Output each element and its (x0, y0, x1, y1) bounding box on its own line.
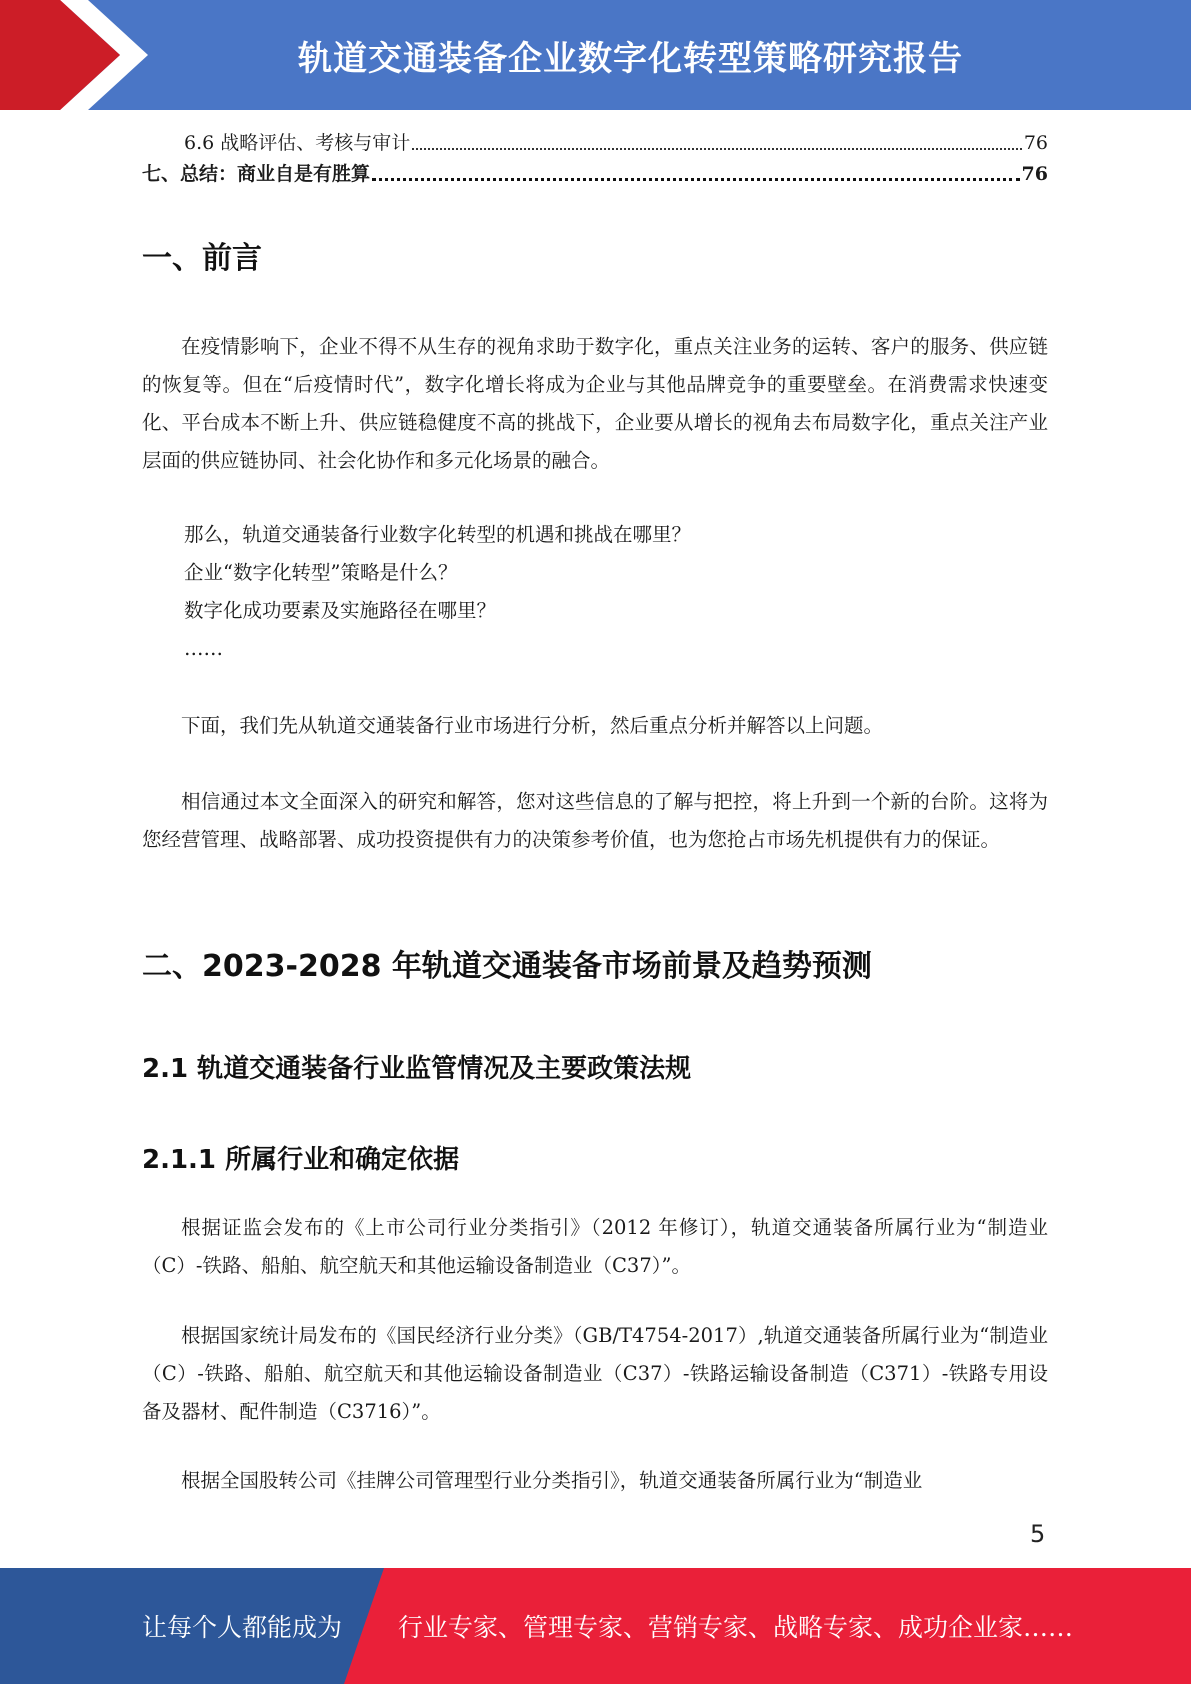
toc-entry-page: 76 (1023, 132, 1048, 154)
toc-entry-page: 76 (1021, 163, 1048, 185)
subsection-heading: 2.1 轨道交通装备行业监管情况及主要政策法规 (142, 1054, 692, 1084)
footer-slogan-left: 让每个人都能成为 (142, 1613, 343, 1642)
ellipsis-line: …… (184, 637, 223, 660)
toc-entry[interactable] (142, 130, 1048, 156)
footer-banner (0, 1568, 1191, 1684)
body-paragraph: 在疫情影响下，企业不得不从生存的视角求助于数字化，重点关注业务的运转、客户的服务、供应链的恢复等。但在“后疫情时代”，数字化增长将成为企业与其他品牌竞争的重要壁垒。在消费需求快速变化、平台成本不断上升、供应链稳健度不高的挑战下，企业要从增长的视角去布局数字化，重点关注产业层面的供应链协同、社会化协作和多元化场景的融合。 (142, 335, 1048, 472)
toc-entry-label: 七、总结：商业自是有胜算 (142, 163, 371, 185)
toc-entry-label: 6.6 战略评估、考核与审计 (184, 132, 411, 154)
body-paragraph: 根据国家统计局发布的《国民经济行业分类》（GB/T4754-2017）,轨道交通装备所属行业为“制造业（C）-铁路、船舶、航空航天和其他运输设备制造业（C37）-铁路运输设备制造（C371）-铁路专用设备及器材、配件制造（C3716）”。 (142, 1324, 1048, 1423)
toc-leader-dots (372, 178, 1020, 181)
body-paragraph: 根据证监会发布的《上市公司行业分类指引》（2012 年修订），轨道交通装备所属行业为“制造业（C）-铁路、船舶、航空航天和其他运输设备制造业（C37）”。 (142, 1216, 1048, 1277)
section-heading-preface: 一、前言 (142, 241, 262, 276)
toc-entry[interactable] (142, 161, 1048, 187)
header-chevron-icon (0, 0, 160, 110)
footer-slogan-right: 行业专家、管理专家、营销专家、战略专家、成功企业家…… (398, 1613, 1074, 1642)
report-title: 轨道交通装备企业数字化转型策略研究报告 (298, 38, 963, 79)
header-banner (0, 0, 1191, 110)
body-paragraph: 根据全国股转公司《挂牌公司管理型行业分类指引》，轨道交通装备所属行业为“制造业 (181, 1469, 923, 1492)
subsubsection-heading: 2.1.1 所属行业和确定依据 (142, 1145, 460, 1175)
question-line: 企业“数字化转型”策略是什么？ (184, 561, 458, 584)
question-line: 那么，轨道交通装备行业数字化转型的机遇和挑战在哪里？ (184, 523, 692, 546)
body-paragraph: 下面，我们先从轨道交通装备行业市场进行分析，然后重点分析并解答以上问题。 (181, 714, 884, 737)
body-paragraph: 相信通过本文全面深入的研究和解答，您对这些信息的了解与把控，将上升到一个新的台阶。这将为您经营管理、战略部署、成功投资提供有力的决策参考价值，也为您抢占市场先机提供有力的保证。 (142, 790, 1048, 851)
section-heading-market: 二、2023-2028 年轨道交通装备市场前景及趋势预测 (142, 949, 872, 984)
page-number: 5 (1030, 1520, 1046, 1548)
toc-leader-dots (412, 148, 1022, 150)
question-line: 数字化成功要素及实施路径在哪里？ (184, 599, 497, 622)
